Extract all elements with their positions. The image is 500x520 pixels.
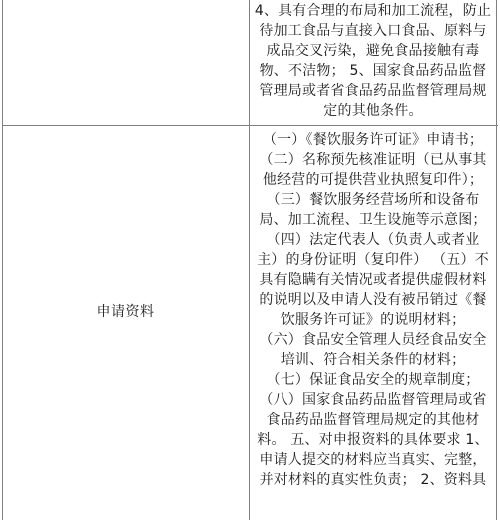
materials-line: 的说明以及申请人没有被吊销过《餐 <box>259 292 487 308</box>
conditions-line: 管理局或者省食品药品监督管理局规 <box>259 83 487 99</box>
materials-line: 饮服务许可证》的说明材料； <box>280 312 466 328</box>
materials-line: （三）餐饮服务经营场所和设备布 <box>266 192 480 208</box>
materials-line: （六）食品安全管理人员经食品安全 <box>259 332 487 348</box>
materials-line: （八）国家食品药品监督管理局或省 <box>259 392 487 408</box>
materials-line: 局、加工流程、卫生设施等示意图； <box>259 212 487 228</box>
materials-line: （七）保证食品安全的规章制度； <box>266 372 480 388</box>
materials-line: 他经营的可提供营业执照复印件）； <box>262 172 484 188</box>
column-divider <box>249 0 250 520</box>
materials-line: 料。 五、对申报资料的具体要求 1、 <box>257 432 489 448</box>
conditions-cell <box>252 1 494 121</box>
conditions-line: 定的其他条件。 <box>323 103 423 119</box>
materials-line: （二）名称预先核准证明（已从事其 <box>259 152 487 168</box>
materials-line: 并对材料的真实性负责； 2、资料具 <box>259 472 487 488</box>
materials-line: 培训、符合相关条件的材料； <box>280 352 466 368</box>
materials-row-label: 申请资料 <box>96 304 155 320</box>
conditions-line: 4、具有合理的布局和加工流程，防止 <box>254 3 492 19</box>
materials-line: 食品药品监督管理局规定的其他材 <box>266 412 480 428</box>
conditions-line: 物、不洁物； 5、国家食品药品监督 <box>259 63 487 79</box>
conditions-line: 成品交叉污染，避免食品接触有毒 <box>266 43 480 59</box>
table-border-right <box>496 0 497 520</box>
requirements-table <box>2 0 498 520</box>
materials-line: 具有隐瞒有关情况或者提供虚假材料 <box>259 272 487 288</box>
conditions-line: 待加工食品与直接入口食品、原料与 <box>259 23 487 39</box>
materials-cell <box>252 130 494 490</box>
materials-line: 主）的身份证明（复印件） （五）不 <box>257 252 489 268</box>
materials-line: （一）《餐饮服务许可证》申请书； <box>262 132 484 148</box>
table-border-left <box>2 0 3 520</box>
row-divider <box>2 125 498 126</box>
materials-line: （四）法定代表人（负责人或者业 <box>266 232 480 248</box>
materials-line: 申请人提交的材料应当真实、完整， <box>259 452 487 468</box>
